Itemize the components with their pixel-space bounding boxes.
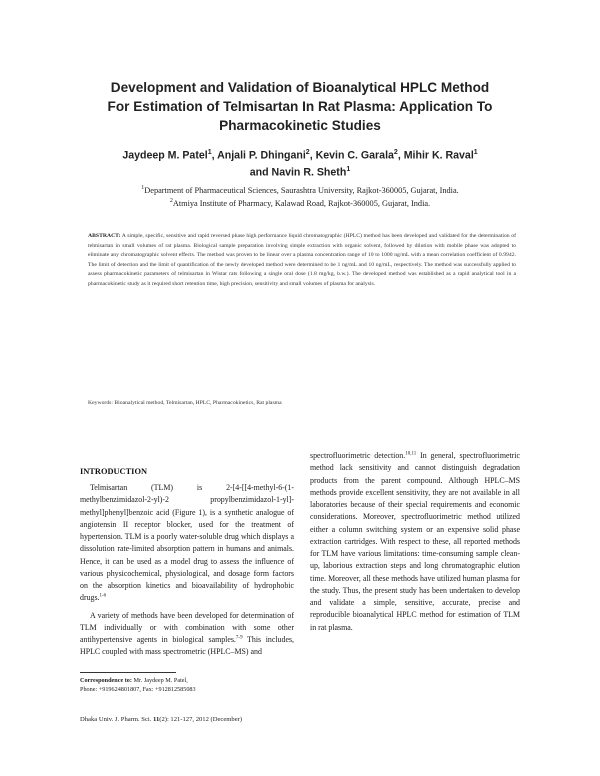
author-name: Kevin C. Garala: [315, 149, 394, 162]
citation: 7-9: [235, 635, 243, 641]
left-column: [80, 482, 294, 664]
author-list: [60, 146, 540, 179]
title-line: Development and Validation of Bioanalytical HPLC Method: [110, 80, 490, 95]
citation: 10,11: [405, 451, 417, 457]
paper-title: [60, 78, 540, 135]
abstract-label: ABSTRACT:: [88, 233, 121, 239]
citation: 1-6: [99, 593, 107, 599]
affiliation: $^2$Atmiya Institute of Pharmacy, Kalawad Road, Rajkot-360005, Gujarat, India.: [169, 197, 431, 208]
author-line-2: [60, 163, 540, 180]
author-name: Jaydeep M. Patel: [122, 149, 208, 162]
section-heading-introduction: INTRODUCTION: [80, 467, 148, 476]
right-column: [310, 450, 520, 639]
affiliations: [60, 183, 540, 209]
author-affiliation-mark: 1: [207, 149, 212, 156]
footnote-divider: [80, 672, 176, 673]
journal-footer: Dhaka Univ. J. Pharm. Sci. 11(2): 121-127, 2012 (December): [80, 716, 243, 723]
author-affiliation-mark: 2: [393, 149, 398, 156]
author-name: Mihir K. Raval: [403, 149, 474, 162]
title-line: Pharmacokinetic Studies: [219, 118, 381, 133]
paragraph: spectrofluorimetric detection.$^{10,11}$ In general, spectrofluorimetric method lack sensitivity and cannot distinguish degradation products from the parent compound. Although HPLC–MS methods provide excellent sensitivity, they are not available in all laboratories because of their special requirements and economic considerations. Moreover, spectrofluorimetric method utilized either a column switching system or an expensive solid phase extraction cartridges. With respect to these, all reported methods for TLM have various limitations: time-consuming sample clean-up, laborious extraction steps and long chromatographic elution time. Moreover, all these methods have utilized human plasma for the study. Thus, the present study has been undertaken to develop and validate a simple, sensitive, accurate, precise and reproducible bioanalytical HPLC method for estimation of TLM in rat plasma.: [310, 451, 520, 632]
abstract: [88, 232, 516, 290]
author-affiliation-mark: 2: [305, 149, 310, 156]
correspondence-name: Mr. Jaydeep M. Patel,: [131, 677, 188, 684]
affiliation: $^1$Department of Pharmaceutical Sciences, Saurashtra University, Rajkot-360005, Gujarat, India.: [141, 185, 459, 195]
correspondence-note: [80, 676, 196, 694]
correspondence-phone: Phone: +919624801807, Fax: +912812585083: [80, 686, 196, 693]
correspondence-label: Correspondence to:: [80, 677, 132, 684]
abstract-text: A simple, specific, sensitive and rapid reversed phase high performance liquid chromatographic (HPLC) method has been developed and validated for the determination of telmisartan in small volumes of rat plasma. Biological sample preparation involving simple extraction with organic solvent, followed by dilution with mobile phase was adopted to eliminate any chromatographic solvent effects. The method was proven to be linear over a plasma concentration range of 10 to 1000 ng/mL with a mean correlation coefficient of 0.9942. The limit of detection and the limit of quantification of the newly developed method were determined to be 1 ng/mL and 10 ng/mL, respectively. The method was successfully applied to assess pharmacokinetic parameters of telmisartan in Wistar rats following a single oral dose (1.8 mg/kg, b.w.). The developed method was established as a rapid analytical tool in a pharmacokinetic study as it required short retention time, high precision, sensitivity and small volumes of plasma for analysis.: [88, 233, 517, 287]
author-affiliation-mark: 1: [473, 149, 478, 156]
author-name: Anjali P. Dhingani: [217, 149, 306, 162]
keywords: Keywords: Bioanalytical method, Telmisartan, HPLC, Pharmacokinetics, Rat plasma: [88, 400, 282, 406]
title-line: For Estimation of Telmisartan In Rat Plasma: Application To: [107, 99, 493, 114]
author-affiliation-mark: 1: [346, 165, 351, 173]
paragraph: Telmisartan (TLM) is 2-[4-[[4-methyl-6-(1-methylbenzimidazol-2-yl)-2 propylbenzimidazol-1-yl]-methyl]phenyl]benzoic acid (Figure 1), is a synthetic analogue of angiotensin II receptor blocker, used for the treatment of hypertension. TLM is a poorly water-soluble drug which displays a dissolution rate-limited absorption pattern in humans and animals. Hence, it can be used as a model drug to assess the influence of various physicochemical, physiological, and dosage form factors on the absorption kinetics and bioavailability of hydrophobic drugs.$^{1-6}$: [80, 483, 294, 603]
paragraph: A variety of methods have been developed for determination of TLM individually or with combination with some other antihypertensive agents in biological samples.$^{7-9}$ This includes, HPLC coupled with mass spectrometric (HPLC–MS) and: [80, 610, 294, 657]
author-line-1: Jaydeep M. Patel$^1$, Anjali P. Dhingani$^2$, Kevin C. Garala$^2$, Mihir K. Raval$^1$: [122, 149, 478, 162]
author-name: and Navin R. Sheth: [249, 166, 347, 179]
